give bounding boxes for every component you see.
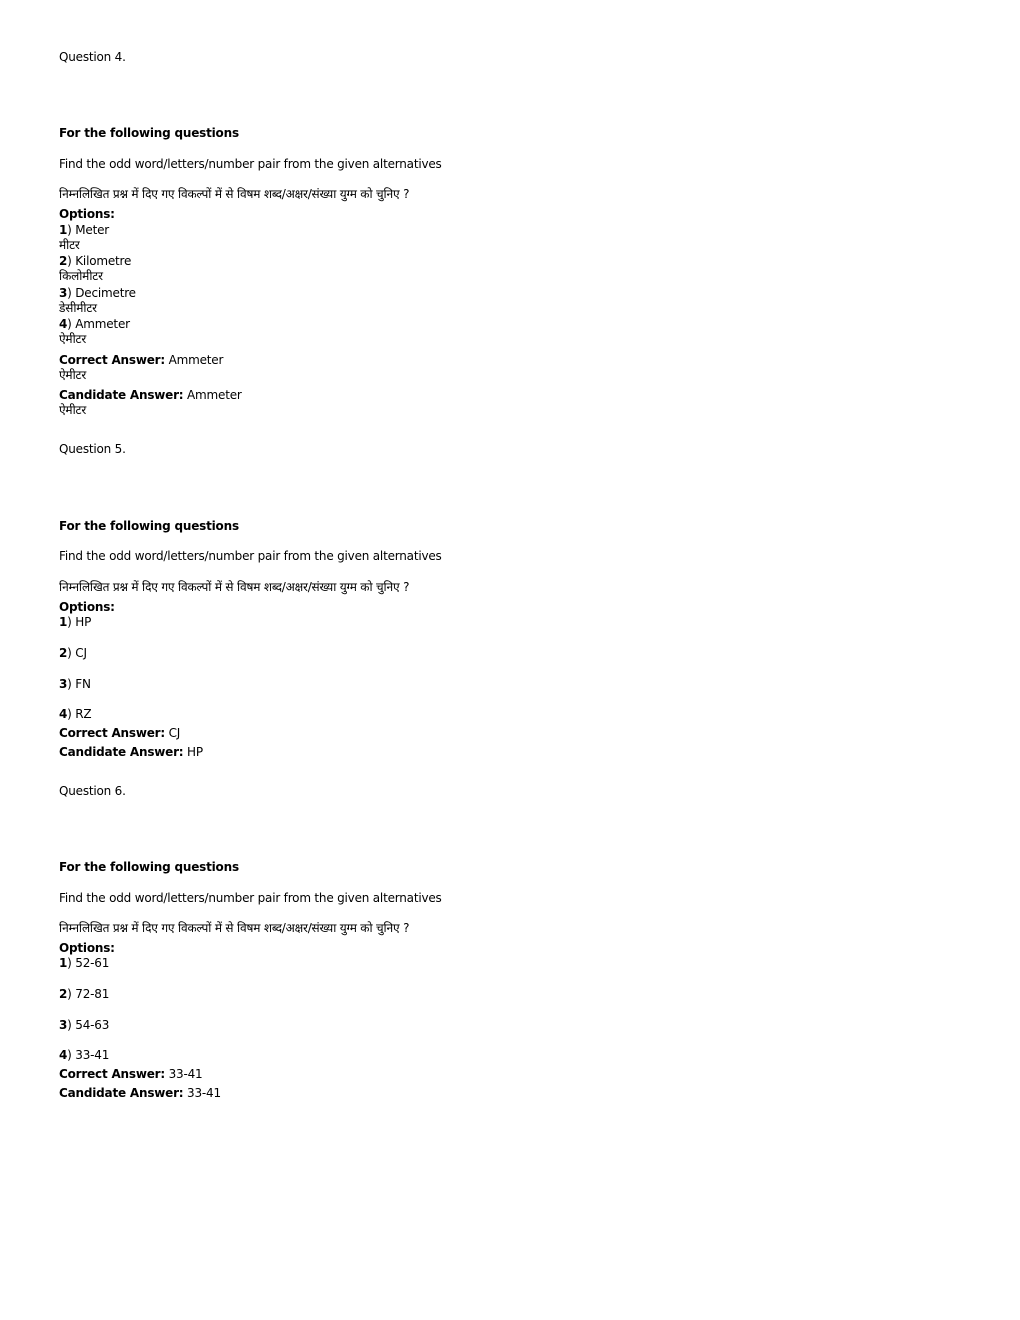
instruction-hi: निम्नलिखित प्रश्न में दिए गए विकल्पों में से विषम शब्द/अक्षर/संख्या युग्म को चुनिए ? bbox=[59, 921, 410, 935]
options-label: Options: bbox=[59, 207, 115, 221]
question-heading: For the following questions bbox=[59, 519, 239, 533]
correct-answer: Correct Answer: 33-41 bbox=[59, 1067, 203, 1081]
correct-answer-hi: ऐमीटर bbox=[59, 368, 87, 382]
option-1: 1) 52-61 bbox=[59, 956, 110, 970]
instruction-hi: निम्नलिखित प्रश्न में दिए गए विकल्पों में से विषम शब्द/अक्षर/संख्या युग्म को चुनिए ? bbox=[59, 187, 410, 201]
correct-answer: Correct Answer: Ammeter bbox=[59, 353, 224, 367]
correct-answer: Correct Answer: CJ bbox=[59, 726, 181, 740]
question-heading: For the following questions bbox=[59, 126, 239, 140]
candidate-answer: Candidate Answer: Ammeter bbox=[59, 388, 242, 402]
options-label: Options: bbox=[59, 600, 115, 614]
option-4: 4) RZ bbox=[59, 707, 92, 721]
candidate-answer-hi: ऐमीटर bbox=[59, 403, 87, 417]
question-heading: For the following questions bbox=[59, 860, 239, 874]
candidate-answer: Candidate Answer: 33-41 bbox=[59, 1086, 221, 1100]
option-2: 2) CJ bbox=[59, 646, 87, 660]
instruction-en: Find the odd word/letters/number pair from the given alternatives bbox=[59, 891, 442, 905]
options-label: Options: bbox=[59, 941, 115, 955]
option-2-hi: किलोमीटर bbox=[59, 269, 103, 283]
option-2: 2) 72-81 bbox=[59, 987, 110, 1001]
instruction-en: Find the odd word/letters/number pair from the given alternatives bbox=[59, 157, 442, 171]
option-4: 4) Ammeter bbox=[59, 317, 130, 331]
option-3: 3) FN bbox=[59, 677, 91, 691]
question-title: Question 6. bbox=[59, 784, 126, 798]
option-2: 2) Kilometre bbox=[59, 254, 132, 268]
option-1: 1) HP bbox=[59, 615, 92, 629]
option-1-hi: मीटर bbox=[59, 238, 80, 252]
instruction-en: Find the odd word/letters/number pair from the given alternatives bbox=[59, 549, 442, 563]
option-1: 1) Meter bbox=[59, 223, 110, 237]
option-3-hi: डेसीमीटर bbox=[59, 301, 97, 315]
instruction-hi: निम्नलिखित प्रश्न में दिए गए विकल्पों में से विषम शब्द/अक्षर/संख्या युग्म को चुनिए ? bbox=[59, 580, 410, 594]
option-4: 4) 33-41 bbox=[59, 1048, 110, 1062]
option-3: 3) Decimetre bbox=[59, 286, 136, 300]
candidate-answer: Candidate Answer: HP bbox=[59, 745, 203, 759]
question-title: Question 4. bbox=[59, 50, 126, 64]
question-title: Question 5. bbox=[59, 442, 126, 456]
option-3: 3) 54-63 bbox=[59, 1018, 110, 1032]
option-4-hi: ऐमीटर bbox=[59, 332, 87, 346]
